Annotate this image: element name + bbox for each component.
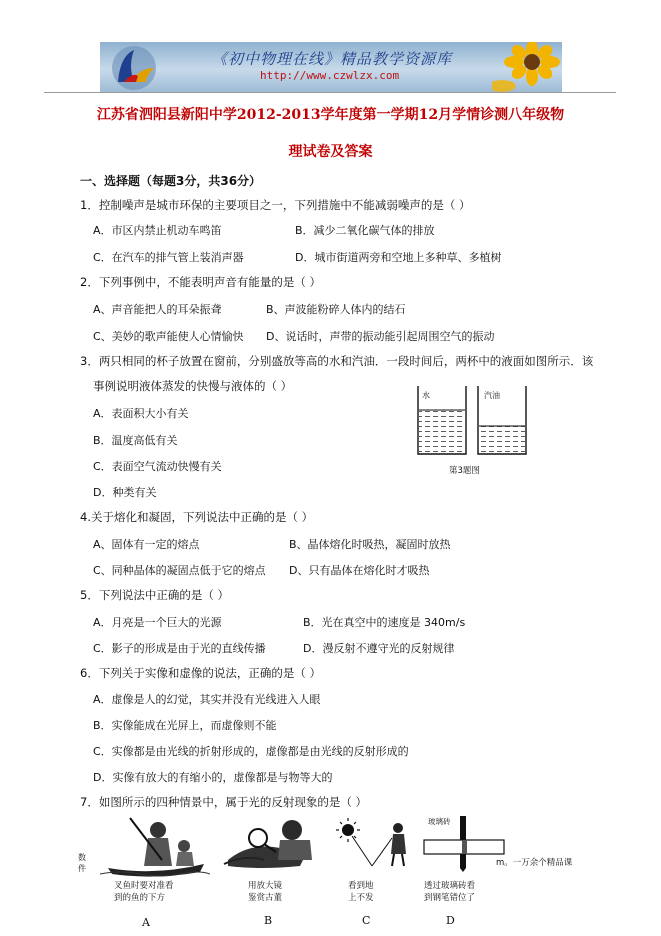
scene-c-label: C [362,914,371,927]
q1-option-b: B．减少二氧化碳气体的排放 [295,224,435,237]
section-heading: 一、选择题（每题3分，共36分） [80,174,262,188]
q3-figure-caption: 第3题图 [449,466,480,476]
q6-option-a: A．虚像是人的幻觉，其实并没有光线进入人眼 [93,693,321,706]
site-logo-icon [100,42,220,92]
q4-option-c: C、同种晶体的凝固点低于它的熔点 [93,564,266,577]
q5-option-b: B．光在真空中的速度是 340m/s [303,616,466,629]
sunflower-icon [492,42,562,92]
q7-side-right-text: m。一万余个精品课 [496,858,573,868]
q3-option-d: D．种类有关 [93,486,157,499]
q6-option-b: B．实像能成在光屏上，而虚像则不能 [93,719,277,732]
site-banner[interactable] [100,42,562,92]
document-title-line2: 理试卷及答案 [288,144,373,160]
scene-b-magnifier [220,814,330,872]
question-5-stem: 5．下列说法中正确的是（ ） [80,588,229,602]
q2-option-d: D、说话时，声带的振动能引起周围空气的振动 [266,330,495,343]
q2-option-b: B、声波能粉碎人体内的结石 [266,303,406,316]
header-rule [44,92,616,93]
scene-a-fishing [100,816,210,878]
q1-option-d: D．城市街道两旁和空地上多种草、多植树 [295,251,502,264]
q7-figure [78,814,638,932]
q4-option-d: D、只有晶体在熔化时才吸热 [289,564,430,577]
q3-option-a: A．表面积大小有关 [93,407,189,420]
q5-option-a: A．月亮是一个巨大的光源 [93,616,222,629]
q3-figure [416,384,528,476]
q3-option-b: B．温度高低有关 [93,434,178,447]
scene-d-label: D [446,914,455,927]
q6-option-c: C．实像都是由光线的折射形成的，虚像都是由光线的反射形成的 [93,745,409,758]
scene-d-caption: 透过玻璃砖看 到钢笔错位了 [424,881,476,903]
question-3-stem-cont: 事例说明液体蒸发的快慢与液体的（ ） [93,379,293,393]
q1-option-a: A．市区内禁止机动车鸣笛 [93,224,222,237]
question-1-stem: 1．控制噪声是城市环保的主要项目之一，下列措施中不能减弱噪声的是（ ） [80,198,471,212]
scene-a-caption: 叉鱼时要对准看 到的鱼的下方 [114,881,174,903]
q2-option-a: A、声音能把人的耳朵振聋 [93,303,222,316]
scene-a-label: A [142,916,150,929]
q5-option-d: D．漫反射不遵守光的反射规律 [303,642,455,655]
beaker-label-gasoline: 汽油 [484,391,500,400]
question-4-stem: 4.关于熔化和凝固，下列说法中正确的是（ ） [80,510,314,524]
q5-option-c: C．影子的形成是由于光的直线传播 [93,642,266,655]
question-2-stem: 2．下列事例中，不能表明声音有能量的是（ ） [80,275,321,289]
q3-option-c: C．表面空气流动快慢有关 [93,460,222,473]
q1-option-c: C．在汽车的排气管上装消声器 [93,251,244,264]
q4-option-b: B、晶体熔化时吸热，凝固时放热 [289,538,451,551]
q2-option-c: C、美妙的歌声能使人心情愉快 [93,330,244,343]
scene-c-caption: 看到地 上不发 [348,881,374,903]
question-6-stem: 6．下列关于实像和虚像的说法，正确的是（ ） [80,666,321,680]
q4-option-a: A、固体有一定的熔点 [93,538,200,551]
scene-b-label: B [264,914,273,927]
q6-option-d: D．实像有放大的有缩小的，虚像都是与物等大的 [93,771,333,784]
scene-d-sign: 玻璃砖 [428,817,451,826]
scene-b-caption: 用放大镜 鉴赏古董 [248,881,283,903]
question-3-stem: 3．两只相同的杯子放置在窗前，分别盛放等高的水和汽油．一段时间后，两杯中的液面如图所示．该 [80,354,594,368]
beakers-diagram [416,384,528,460]
document-title-line1: 江苏省泗阳县新阳中学2012-2013学年度第一学期12月学情诊测八年级物 [96,107,565,123]
scene-c-sunlight [336,818,416,874]
question-7-stem: 7．如图所示的四种情景中，属于光的反射现象的是（ ） [80,795,367,809]
banner-title: 《初中物理在线》精品教学资源库 [212,50,453,68]
q7-side-left-text: 数 件 [78,853,86,873]
beaker-label-water: 水 [422,391,430,400]
banner-url[interactable]: http://www.czwlzx.com [260,69,400,82]
